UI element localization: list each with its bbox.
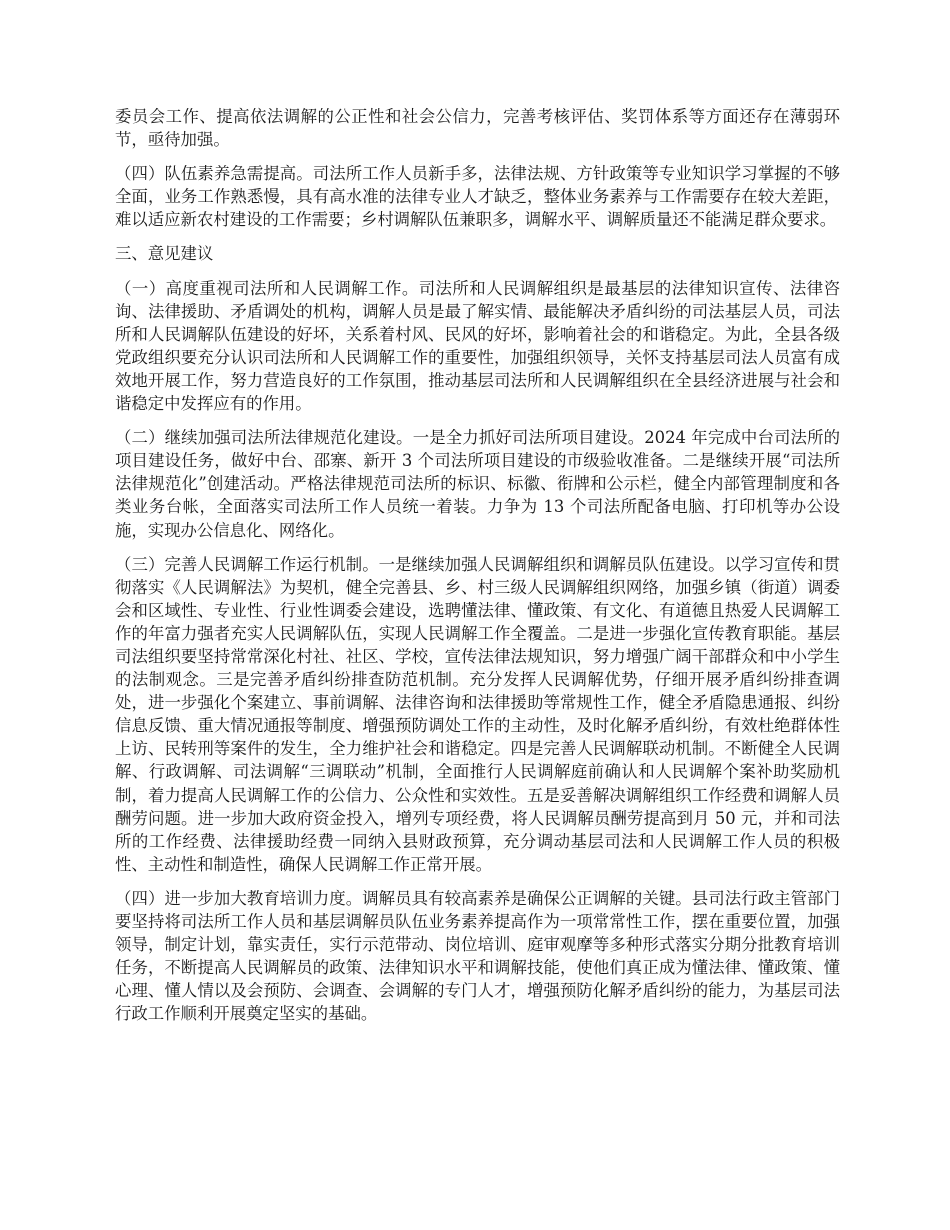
section-heading-suggestions: 三、意见建议 [115,244,214,264]
paragraph-continuation: 委员会工作、提高依法调解的公正性和社会公信力，完善考核评估、奖罚体系等方面还存在薄弱环节，亟待加强。 [115,107,840,150]
paragraph-team-quality: （四）队伍素养急需提高。司法所工作人员新手多，法律法规、方针政策等专业知识学习掌握的不够全面，业务工作熟悉慢，具有高水准的法律专业人才缺乏，整体业务素养与工作需要存在较大差距，难以适应新农村建设的工作需要；乡村调解队伍兼职多，调解水平、调解质量还不能满足群众要求。 [115,164,840,230]
paragraph-suggestion-1: （一）高度重视司法所和人民调解工作。司法所和人民调解组织是最基层的法律知识宣传、法律咨询、法律援助、矛盾调处的机构，调解人员是最了解实情、最能解决矛盾纠纷的司法基层人员，司法所和人民调解队伍建设的好坏，关系着村风、民风的好坏，影响着社会的和谐稳定。为此，全县各级党政组织要充分认识司法所和人民调解工作的重要性，加强组织领导，关怀支持基层司法人员富有成效地开展工作，努力营造良好的工作氛围，推动基层司法所和人民调解组织在全县经济进展与社会和谐稳定中发挥应有的作用。 [115,278,840,414]
paragraph-suggestion-3: （三）完善人民调解工作运行机制。一是继续加强人民调解组织和调解员队伍建设。以学习宣传和贯彻落实《人民调解法》为契机，健全完善县、乡、村三级人民调解组织网络，加强乡镇（街道）调委会和区域性、专业性、行业性调委会建设，选聘懂法律、懂政策、有文化、有道德且热爱人民调解工作的年富力强者充实人民调解队伍，实现人民调解工作全覆盖。二是进一步强化宣传教育职能。基层司法组织要坚持常常深化村社、社区、学校，宣传法律法规知识，努力增强广阔干部群众和中小学生的法制观念。三是完善矛盾纠纷排查防范机制。充分发挥人民调解优势，仔细开展矛盾纠纷排查调处，进一步强化个案建立、事前调解、法律咨询和法律援助等常规性工作，健全矛盾隐患通报、纠纷信息反馈、重大情况通报等制度、增强预防调处工作的主动性，及时化解矛盾纠纷，有效杜绝群体性上访、民转刑等案件的发生，全力维护社会和谐稳定。四是完善人民调解联动机制。不断健全人民调解、行政调解、司法调解“三调联动”机制，全面推行人民调解庭前确认和人民调解个案补助奖励机制，着力提高人民调解工作的公信力、公众性和实效性。五是妥善解决调解组织工作经费和调解人员酬劳问题。进一步加大政府资金投入，增列专项经费，将人民调解员酬劳提高到月 50 元，并和司法所的工作经费、法律援助经费一同纳入县财政预算，充分调动基层司法和人民调解工作人员的积极性、主动性和制造性，确保人民调解工作正常开展。 [115,554,840,874]
document-body [115,105,840,1036]
paragraph-suggestion-4: （四）进一步加大教育培训力度。调解员具有较高素养是确保公正调解的关键。县司法行政主管部门要坚持将司法所工作人员和基层调解员队伍业务素养提高作为一项常常性工作，摆在重要位置，加强领导，制定计划，靠实责任，实行示范带动、岗位培训、庭审观摩等多种形式落实分期分批教育培训任务，不断提高人民调解员的政策、法律知识水平和调解技能，使他们真正成为懂法律、懂政策、懂心理、懂人情以及会预防、会调查、会调解的专门人才，增强预防化解矛盾纠纷的能力，为基层司法行政工作顺利开展奠定坚实的基础。 [115,888,840,1024]
paragraph-suggestion-2: （二）继续加强司法所法律规范化建设。一是全力抓好司法所项目建设。2024 年完成中台司法所的项目建设任务，做好中台、邵寨、新开 3 个司法所项目建设的市级验收准备。二是继续开展“司法所法律规范化”创建活动。严格法律规范司法所的标识、标徽、衔牌和公示栏，健全内部管理制度和各类业务台帐，全面落实司法所工作人员统一着装。力争为 13 个司法所配备电脑、打印机等办公设施，实现办公信息化、网络化。 [115,428,840,540]
